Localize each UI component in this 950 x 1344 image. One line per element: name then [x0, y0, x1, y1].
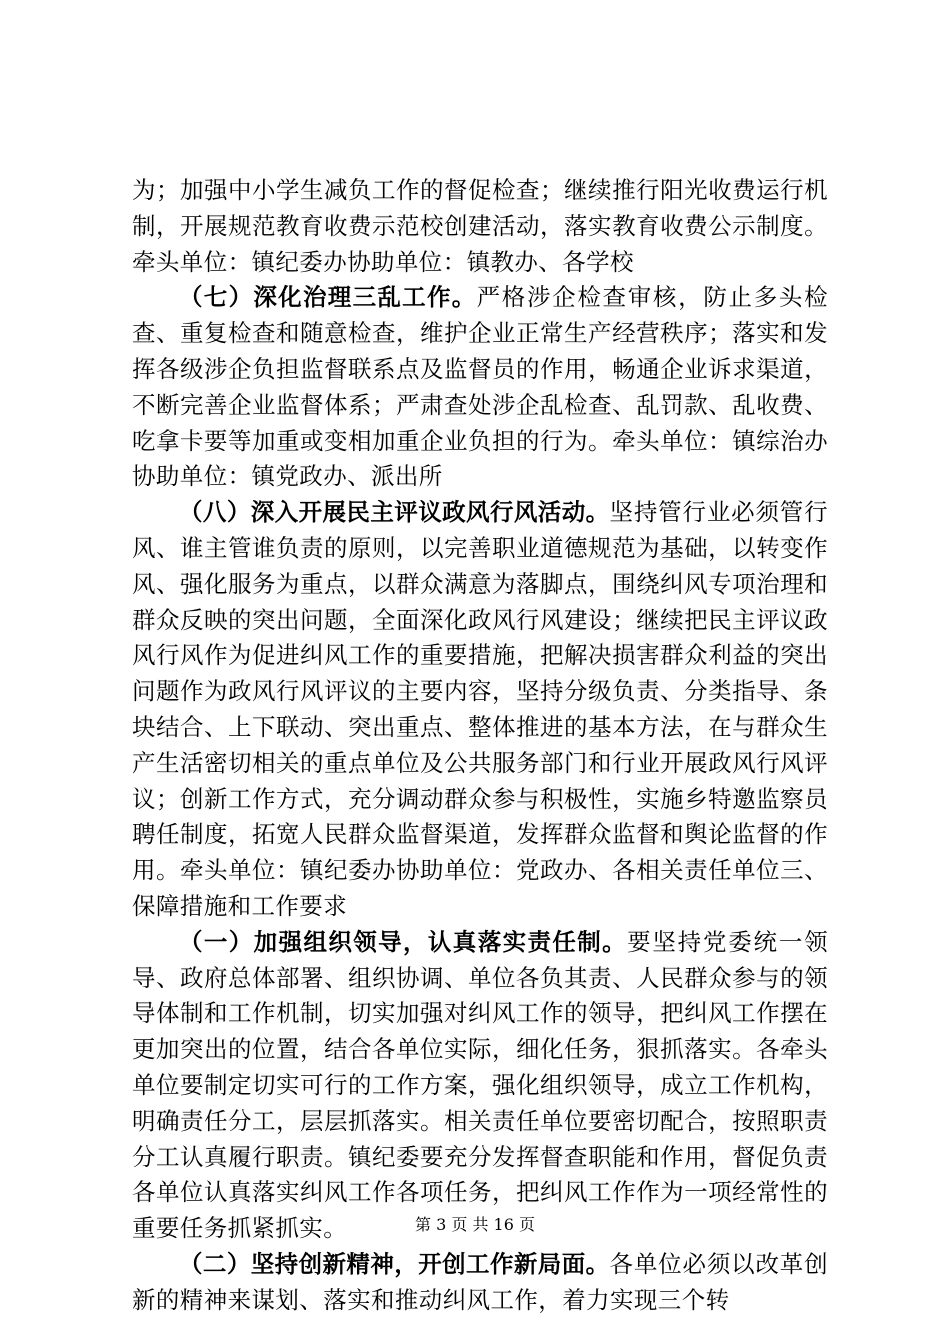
paragraph-text: 为；加强中小学生减负工作的督促检查；继续推行阳光收费运行机制，开展规范教育收费示范校创建活动，落实教育收费公示制度。牵头单位：镇纪委办协助单位：镇教办、各学校	[132, 176, 828, 276]
section-heading: （七）深化治理三乱工作。	[179, 283, 477, 312]
section-heading: （八）深入开展民主评议政风行风活动。	[179, 498, 610, 527]
document-body	[132, 173, 828, 1319]
paragraph-section-8	[132, 495, 828, 925]
paragraph-text: 要坚持党委统一领导、政府总体部署、组织协调、单位各负其责、人民群众参与的领导体制和工作机制，切实加强对纠风工作的领导，把纠风工作摆在更加突出的位置，结合各单位实际，细化任务，狠抓落实。各牵头单位要制定切实可行的工作方案，强化组织领导，成立工作机构，明确责任分工，层层抓落实。相关责任单位要密切配合，按照职责分工认真履行职责。镇纪委要充分发挥督查职能和作用，督促负责各单位认真落实纠风工作各项任务，把纠风工作作为一项经常性的重要任务抓紧抓实。	[132, 927, 829, 1243]
paragraph-section-7	[132, 280, 828, 495]
section-heading: （二）坚持创新精神，开创工作新局面。	[179, 1249, 610, 1278]
paragraph-text: 严格涉企检查审核，防止多头检查、重复检查和随意检查，维护企业正常生产经营秩序；落实和发挥各级涉企负担监督联系点及监督员的作用，畅通企业诉求渠道，不断完善企业监督体系；严肃查处涉企乱检查、乱罚款、乱收费、吃拿卡要等加重或变相加重企业负担的行为。牵头单位：镇综治办协助单位：镇党政办、派出所	[132, 283, 829, 491]
paragraph-measure-1	[132, 925, 828, 1247]
paragraph-measure-2	[132, 1247, 828, 1319]
paragraph-continuation	[132, 173, 828, 280]
paragraph-text: 坚持管行业必须管行风、谁主管谁负责的原则，以完善职业道德规范为基础，以转变作风、强化服务为重点，以群众满意为落脚点，围绕纠风专项治理和群众反映的突出问题，全面深化政风行风建设；继续把民主评议政风行风作为促进纠风工作的重要措施，把解决损害群众利益的突出问题作为政风行风评议的主要内容，坚持分级负责、分类指导、条块结合、上下联动、突出重点、整体推进的基本方法，在与群众生产生活密切相关的重点单位及公共服务部门和行业开展政风行风评议；创新工作方式，充分调动群众参与积极性，实施乡特邀监察员聘任制度，拓宽人民群众监督渠道，发挥群众监督和舆论监督的作用。牵头单位：镇纪委办协助单位：党政办、各相关责任单位三、保障措施和工作要求	[132, 498, 828, 920]
section-heading: （一）加强组织领导，认真落实责任制。	[179, 927, 628, 956]
page-footer: 第 3 页 共 16 页	[415, 1215, 535, 1234]
paragraph-text: 各单位必须以改革创新的精神来谋划、落实和推动纠风工作，着力实现三个转	[132, 1249, 828, 1314]
